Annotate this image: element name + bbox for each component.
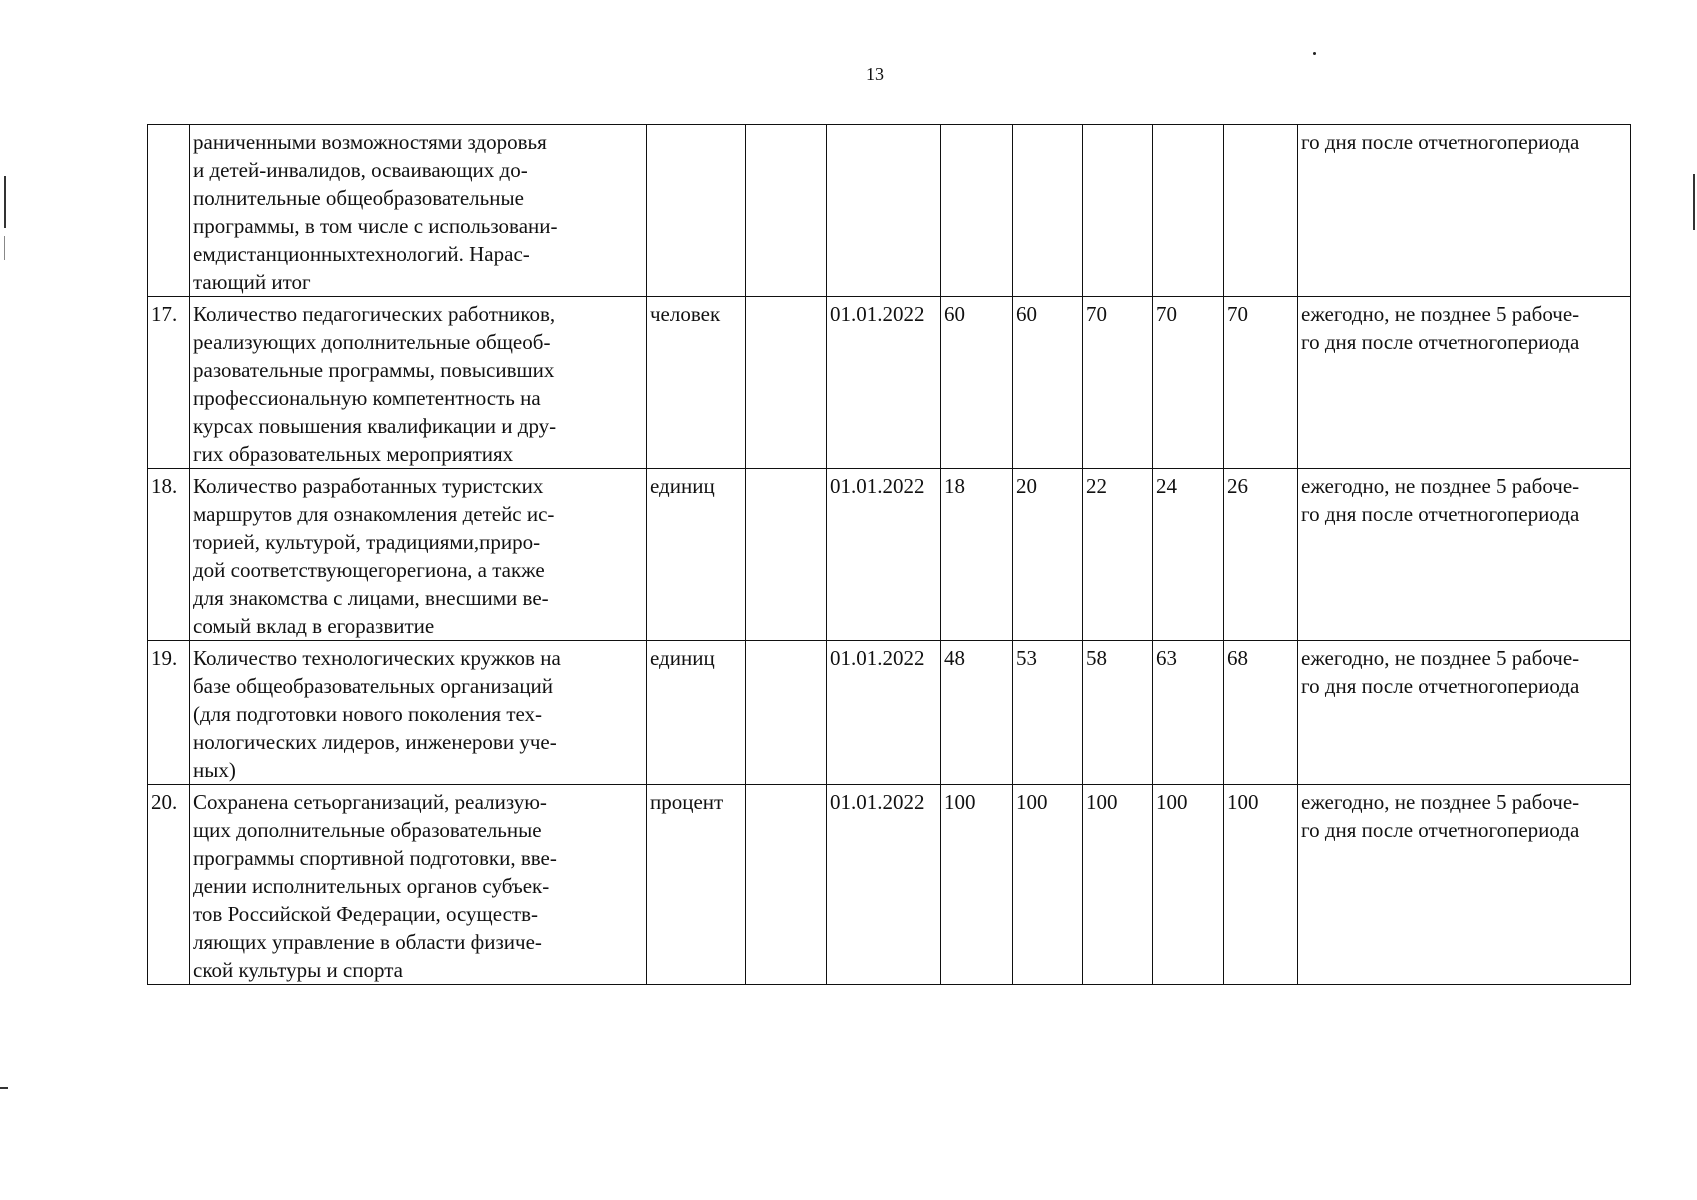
scan-artifact-left-mark-faint <box>4 236 5 260</box>
indicator-name-cell-line: для знакомства с лицами, внесшими ве- <box>193 586 549 610</box>
base-value-cell <box>746 125 827 297</box>
value-cell-5: 68 <box>1224 641 1298 785</box>
base-value-cell <box>746 297 827 469</box>
value-cell-4: 63 <box>1153 641 1224 785</box>
value-cell-4: 100 <box>1153 785 1224 985</box>
deadline-cell-line: го дня после отчетногопериода <box>1301 818 1580 842</box>
value-cell-1: 60 <box>941 297 1013 469</box>
value-cell-2: 100 <box>1013 785 1083 985</box>
unit-cell: процент <box>647 785 746 985</box>
scan-artifact-left-mark <box>4 176 6 228</box>
indicator-name-cell-line: Количество технологических кружков на <box>193 646 561 670</box>
indicator-name-cell <box>190 297 647 469</box>
unit-cell: человек <box>647 297 746 469</box>
unit-cell: единиц <box>647 641 746 785</box>
value-cell-4 <box>1153 125 1224 297</box>
indicator-name-cell-line: профессиональную компетентность на <box>193 386 541 410</box>
value-cell-1 <box>941 125 1013 297</box>
scan-artifact-right-mark <box>1693 174 1695 230</box>
value-cell-2: 60 <box>1013 297 1083 469</box>
indicator-name-cell-line: гих образовательных мероприятиях <box>193 442 514 466</box>
unit-cell <box>647 125 746 297</box>
indicator-name-cell <box>190 641 647 785</box>
indicator-name-cell-line: программы спортивной подготовки, вве- <box>193 846 557 870</box>
indicator-name-cell-line: емдистанционныхтехнологий. Нарас- <box>193 242 530 266</box>
indicator-name-cell-line: дении исполнительных органов субъек- <box>193 874 550 898</box>
row-number-cell: 18. <box>148 469 190 641</box>
scan-artifact-bottom-mark <box>0 1087 8 1089</box>
value-cell-3: 70 <box>1083 297 1153 469</box>
indicator-name-cell-line: Сохранена сетьорганизаций, реализую- <box>193 790 547 814</box>
indicator-name-cell-line: нологических лидеров, инженерови уче- <box>193 730 557 754</box>
indicator-name-cell-line: ской культуры и спорта <box>193 958 403 982</box>
indicator-name-cell-line: ных) <box>193 758 236 782</box>
base-value-cell <box>746 469 827 641</box>
base-date-cell: 01.01.2022 <box>827 641 941 785</box>
value-cell-4: 70 <box>1153 297 1224 469</box>
deadline-cell-line: го дня после отчетногопериода <box>1301 330 1580 354</box>
value-cell-2: 20 <box>1013 469 1083 641</box>
base-value-cell <box>746 785 827 985</box>
indicator-name-cell-line: торией, культурой, традициями,приро- <box>193 530 541 554</box>
indicator-name-cell-line: дой соответствующегорегиона, а также <box>193 558 545 582</box>
indicator-name-cell-line: разовательные программы, повысивших <box>193 358 555 382</box>
base-date-cell <box>827 125 941 297</box>
deadline-cell-line: го дня после отчетногопериода <box>1301 502 1580 526</box>
indicator-name-cell-line: программы, в том числе с использовани- <box>193 214 558 238</box>
deadline-cell-line: ежегодно, не позднее 5 рабоче- <box>1301 474 1580 498</box>
indicator-name-cell-line: тов Российской Федерации, осуществ- <box>193 902 538 926</box>
base-date-cell: 01.01.2022 <box>827 785 941 985</box>
base-value-cell <box>746 641 827 785</box>
indicator-name-cell-line: щих дополнительные образовательные <box>193 818 542 842</box>
indicator-name-cell-line: тающий итог <box>193 270 311 294</box>
indicator-name-cell-line: маршрутов для ознакомления детейс ис- <box>193 502 555 526</box>
indicator-name-cell-line: Количество разработанных туристских <box>193 474 544 498</box>
base-date-cell: 01.01.2022 <box>827 297 941 469</box>
value-cell-3 <box>1083 125 1153 297</box>
indicators-table <box>147 124 1631 985</box>
deadline-cell <box>1298 641 1631 785</box>
deadline-cell-line: ежегодно, не позднее 5 рабоче- <box>1301 302 1580 326</box>
value-cell-3: 22 <box>1083 469 1153 641</box>
table-row <box>148 641 1631 785</box>
value-cell-3: 58 <box>1083 641 1153 785</box>
table-row <box>148 125 1631 297</box>
indicator-name-cell <box>190 785 647 985</box>
indicator-name-cell-line: базе общеобразовательных организаций <box>193 674 554 698</box>
value-cell-1: 100 <box>941 785 1013 985</box>
indicator-name-cell-line: сомый вклад в егоразвитие <box>193 614 435 638</box>
value-cell-2 <box>1013 125 1083 297</box>
indicator-name-cell <box>190 469 647 641</box>
row-number-cell: 19. <box>148 641 190 785</box>
indicator-name-cell-line: ляющих управление в области физиче- <box>193 930 542 954</box>
deadline-cell <box>1298 785 1631 985</box>
value-cell-5: 100 <box>1224 785 1298 985</box>
page-number: 13 <box>866 64 884 84</box>
row-number-cell: 17. <box>148 297 190 469</box>
table-row <box>148 785 1631 985</box>
deadline-cell-line: ежегодно, не позднее 5 рабоче- <box>1301 646 1580 670</box>
value-cell-5 <box>1224 125 1298 297</box>
indicator-name-cell-line: Количество педагогических работников, <box>193 302 556 326</box>
indicator-name-cell-line: курсах повышения квалификации и дру- <box>193 414 557 438</box>
deadline-cell <box>1298 125 1631 297</box>
row-number-cell: 20. <box>148 785 190 985</box>
deadline-cell <box>1298 297 1631 469</box>
value-cell-1: 48 <box>941 641 1013 785</box>
value-cell-5: 70 <box>1224 297 1298 469</box>
indicator-name-cell-line: и детей-инвалидов, осваивающих до- <box>193 158 528 182</box>
deadline-cell <box>1298 469 1631 641</box>
unit-cell: единиц <box>647 469 746 641</box>
deadline-cell-line: ежегодно, не позднее 5 рабоче- <box>1301 790 1580 814</box>
indicator-name-cell-line: раниченными возможностями здоровья <box>193 130 547 154</box>
base-date-cell: 01.01.2022 <box>827 469 941 641</box>
deadline-cell-line: го дня после отчетногопериода <box>1301 130 1580 154</box>
value-cell-4: 24 <box>1153 469 1224 641</box>
table-row <box>148 469 1631 641</box>
value-cell-5: 26 <box>1224 469 1298 641</box>
indicator-name-cell-line: реализующих дополнительные общеоб- <box>193 330 551 354</box>
row-number-cell <box>148 125 190 297</box>
value-cell-3: 100 <box>1083 785 1153 985</box>
indicator-name-cell <box>190 125 647 297</box>
value-cell-1: 18 <box>941 469 1013 641</box>
value-cell-2: 53 <box>1013 641 1083 785</box>
table-row <box>148 297 1631 469</box>
indicator-name-cell-line: (для подготовки нового поколения тех- <box>193 702 543 726</box>
indicator-name-cell-line: полнительные общеобразовательные <box>193 186 524 210</box>
deadline-cell-line: го дня после отчетногопериода <box>1301 674 1580 698</box>
scan-artifact-dot <box>1313 52 1316 55</box>
